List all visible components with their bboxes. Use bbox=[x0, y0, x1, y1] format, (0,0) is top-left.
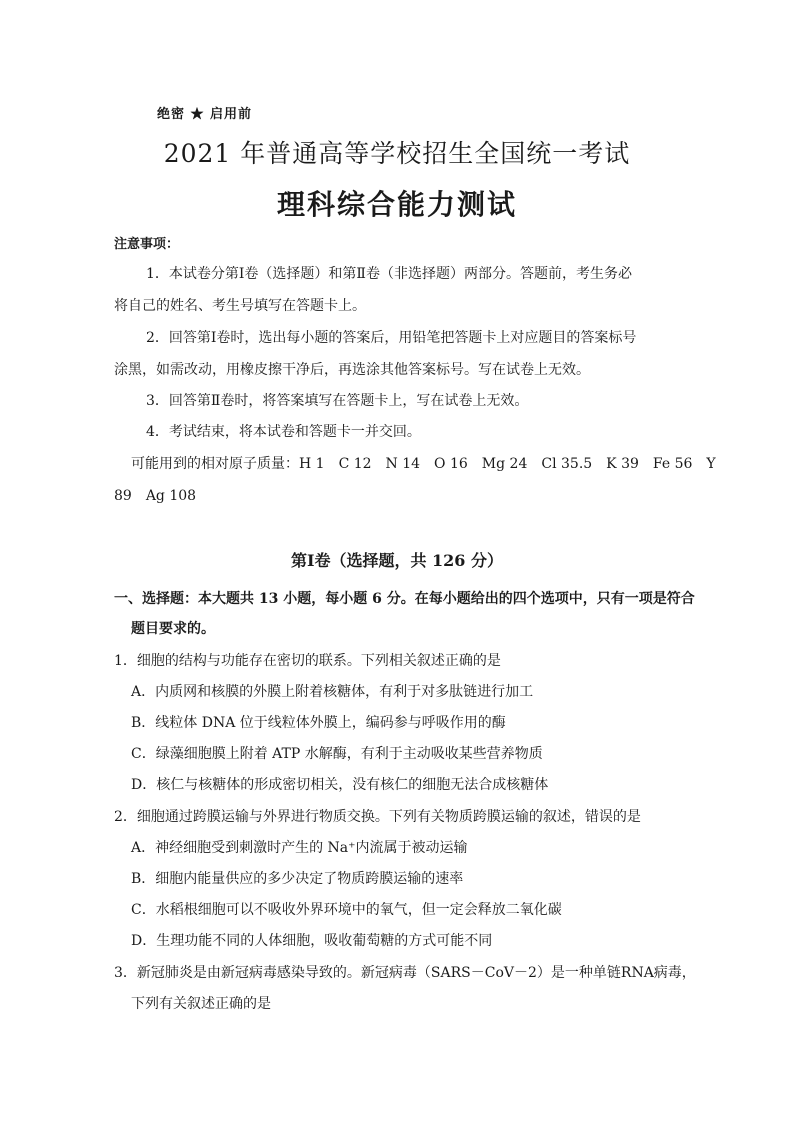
question-2-stem: 2．细胞通过跨膜运输与外界进行物质交换。下列有关物质跨膜运输的叙述，错误的是 bbox=[114, 809, 641, 825]
question-1-option-b: B．线粒体 DNA 位于线粒体外膜上，编码参与呼吸作用的酶 bbox=[131, 715, 506, 731]
notice-item-1-line-2: 将自己的姓名、考生号填写在答题卡上。 bbox=[114, 298, 366, 314]
question-2-option-c: C．水稻根细胞可以不吸收外界环境中的氧气，但一定会释放二氧化碳 bbox=[131, 902, 562, 918]
exam-title: 2021 年普通高等学校招生全国统一考试 bbox=[163, 139, 631, 168]
question-1-option-a: A．内质网和核膜的外膜上附着核糖体，有利于对多肽链进行加工 bbox=[131, 684, 534, 700]
notice-item-4: 4．考试结束，将本试卷和答题卡一并交回。 bbox=[146, 424, 421, 440]
atomic-mass-line-2: 89 Ag 108 bbox=[114, 488, 197, 504]
notice-item-1-line-1: 1．本试卷分第Ⅰ卷（选择题）和第Ⅱ卷（非选择题）两部分。答题前，考生务必 bbox=[146, 266, 632, 282]
exam-subtitle: 理科综合能力测试 bbox=[276, 188, 517, 221]
atomic-mass-line-1: 可能用到的相对原子质量：H 1 C 12 N 14 O 16 Mg 24 Cl 35.5 K 39 Fe 56 Y bbox=[131, 456, 716, 472]
question-2-option-d: D．生理功能不同的人体细胞，吸收葡萄糖的方式可能不同 bbox=[131, 933, 493, 949]
question-3-stem-line-2: 下列有关叙述正确的是 bbox=[131, 996, 271, 1012]
notice-item-2-line-1: 2．回答第Ⅰ卷时，选出每小题的答案后，用铅笔把答题卡上对应题目的答案标号 bbox=[146, 330, 637, 346]
section-title: 第Ⅰ卷（选择题，共 126 分） bbox=[290, 551, 504, 570]
question-2-option-b: B．细胞内能量供应的多少决定了物质跨膜运输的速率 bbox=[131, 871, 464, 887]
notice-heading: 注意事项： bbox=[114, 237, 180, 252]
secret-mark: 绝密 ★ 启用前 bbox=[157, 107, 253, 122]
question-3-stem-line-1: 3．新冠肺炎是由新冠病毒感染导致的。新冠病毒（SARS－CoV－2）是一种单链RNA病毒， bbox=[114, 965, 696, 981]
question-1-option-c: C．绿藻细胞膜上附着 ATP 水解酶，有利于主动吸收某些营养物质 bbox=[131, 746, 543, 762]
question-2-option-a: A．神经细胞受到刺激时产生的 Na⁺内流属于被动运输 bbox=[131, 840, 468, 856]
section-instruction-line-2: 题目要求的。 bbox=[131, 621, 215, 637]
question-1-option-d: D．核仁与核糖体的形成密切相关，没有核仁的细胞无法合成核糖体 bbox=[131, 777, 549, 793]
notice-item-3: 3．回答第Ⅱ卷时，将答案填写在答题卡上，写在试卷上无效。 bbox=[146, 393, 529, 409]
question-1-stem: 1．细胞的结构与功能存在密切的联系。下列相关叙述正确的是 bbox=[114, 653, 501, 669]
section-instruction-line-1: 一、选择题：本大题共 13 小题，每小题 6 分。在每小题给出的四个选项中，只有一项是符合 bbox=[114, 591, 695, 607]
notice-item-2-line-2: 涂黑，如需改动，用橡皮擦干净后，再选涂其他答案标号。写在试卷上无效。 bbox=[114, 362, 590, 378]
